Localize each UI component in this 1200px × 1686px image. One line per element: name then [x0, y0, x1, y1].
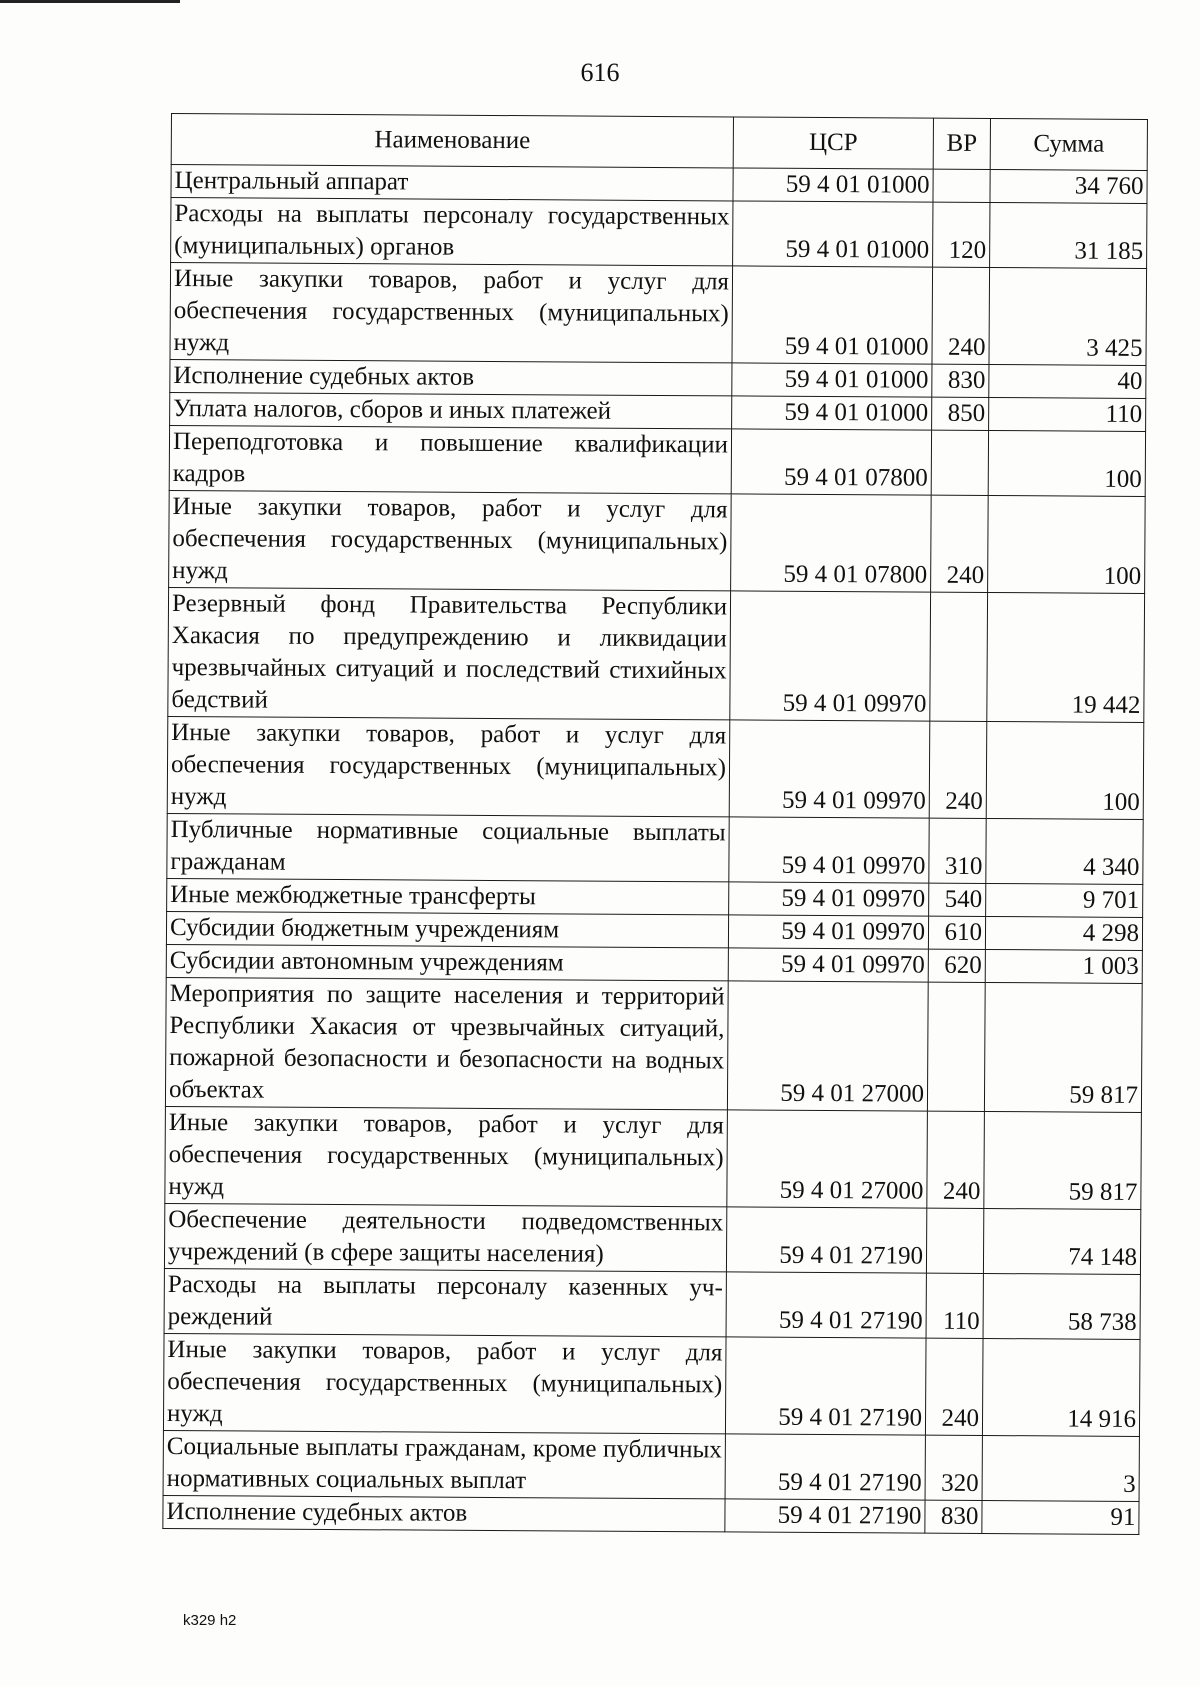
row-sum: 100 [988, 495, 1146, 593]
row-vr: 830 [932, 364, 989, 397]
row-csr: 59 4 01 01000 [733, 168, 933, 202]
row-sum: 14 916 [982, 1338, 1140, 1436]
row-name: Иные закупки товаров, работ и услуг для обеспечения государственных (муниципальных) нужд [163, 1333, 726, 1433]
row-name: Резервный фонд Правительства Республики Хакасия по предупреждению и ликвидации чрезвычайных ситуаций и последствий стихийных бедствий [168, 587, 731, 719]
table-row [163, 1495, 1139, 1534]
row-sum: 3 425 [989, 268, 1147, 366]
row-vr [930, 592, 988, 721]
row-csr: 59 4 01 01000 [733, 201, 933, 267]
row-sum: 3 [982, 1435, 1139, 1501]
row-name: Публичные нормативные социальные выплаты гражданам [167, 813, 729, 881]
row-name: Центральный аппарат [171, 165, 733, 201]
row-vr: 610 [928, 916, 985, 949]
row-vr: 240 [927, 1111, 985, 1208]
row-sum: 4 340 [986, 818, 1143, 884]
row-vr: 320 [925, 1435, 982, 1500]
row-sum: 58 738 [983, 1273, 1140, 1339]
table-row [171, 198, 1147, 269]
row-name: Уплата налогов, сборов и иных платежей [170, 392, 732, 428]
table-row [164, 1268, 1140, 1339]
row-name: Расходы на выплаты персоналу казенных учреждений [164, 1268, 726, 1336]
header-sum: Сумма [990, 119, 1147, 171]
row-vr: 310 [929, 818, 986, 883]
row-name: Иные закупки товаров, работ и услуг для обеспечения государственных (муниципальных) нужд [169, 490, 732, 590]
row-sum: 4 298 [985, 916, 1142, 950]
row-csr: 59 4 01 27000 [727, 1110, 928, 1208]
row-sum: 100 [986, 721, 1144, 819]
row-csr: 59 4 01 27000 [727, 981, 928, 1111]
table-row [171, 165, 1147, 204]
row-name: Переподготовка и повышение квалификации кадров [169, 425, 731, 493]
budget-table [162, 113, 1148, 1535]
header-csr: ЦСР [733, 117, 933, 169]
row-sum: 1 003 [985, 949, 1142, 983]
row-vr [926, 1208, 983, 1273]
table-row [169, 425, 1145, 496]
row-vr: 240 [929, 721, 987, 818]
row-name: Обеспечение деятельности подведомственных учреждений (в сфере защиты населения) [164, 1203, 726, 1271]
row-sum: 31 185 [990, 203, 1147, 269]
row-sum: 40 [989, 365, 1146, 399]
row-vr: 540 [929, 883, 986, 916]
row-vr: 240 [925, 1338, 983, 1435]
row-name: Расходы на выплаты персоналу государственных (муниципальных) органов [171, 198, 733, 266]
row-sum: 9 701 [986, 883, 1143, 917]
row-name: Субсидии бюджетным учреждениям [166, 911, 728, 947]
row-vr: 830 [925, 1500, 982, 1533]
row-name: Иные закупки товаров, работ и услуг для обеспечения государственных (муниципальных) нужд [170, 263, 733, 363]
row-vr: 240 [932, 267, 990, 364]
row-name: Мероприятия по защите населения и территорий Республики Хакасия от чрезвычайных ситуаций, пожарной безопасности и безопасности на водных объектах [165, 977, 728, 1109]
row-name: Иные закупки товаров, работ и услуг для обеспечения государственных (муниципальных) нужд [165, 1106, 728, 1206]
row-vr [931, 430, 988, 495]
row-sum: 34 760 [990, 170, 1147, 204]
table-row [163, 1430, 1139, 1501]
table-row [169, 490, 1146, 593]
row-sum: 100 [988, 431, 1145, 497]
row-name: Социальные выплаты гражданам, кроме публичных нормативных социальных выплат [163, 1430, 725, 1498]
table-row [165, 1106, 1142, 1209]
header-vr: ВР [933, 118, 990, 169]
table-row [167, 878, 1143, 917]
row-csr: 59 4 01 01000 [732, 266, 933, 364]
table-row [166, 911, 1142, 950]
row-sum: 74 148 [983, 1208, 1140, 1274]
table-row [167, 813, 1143, 884]
table-row [166, 944, 1142, 983]
row-vr [933, 169, 990, 202]
table-row [170, 359, 1146, 398]
row-vr: 620 [928, 949, 985, 982]
table-row [164, 1203, 1140, 1274]
table-row [170, 263, 1147, 366]
row-csr: 59 4 01 09970 [728, 948, 928, 982]
row-sum: 19 442 [987, 592, 1145, 722]
table-row [165, 977, 1142, 1112]
footer-code: k329 h2 [183, 1612, 237, 1629]
table-row [167, 716, 1144, 819]
row-name: Исполнение судебных актов [170, 359, 732, 395]
row-vr: 120 [933, 202, 990, 267]
scan-edge-line [0, 0, 180, 3]
row-csr: 59 4 01 01000 [732, 363, 932, 397]
row-csr: 59 4 01 27190 [725, 1434, 925, 1500]
table-header-row [171, 114, 1147, 171]
row-sum: 59 817 [984, 1111, 1142, 1209]
row-csr: 59 4 01 27190 [726, 1272, 926, 1338]
header-name: Наименование [171, 114, 733, 168]
row-sum: 110 [989, 398, 1146, 432]
row-sum: 91 [982, 1500, 1139, 1534]
row-name: Исполнение судебных актов [163, 1495, 725, 1531]
row-csr: 59 4 01 09970 [729, 882, 929, 916]
row-name: Иные закупки товаров, работ и услуг для обеспечения государственных (муниципальных) нужд [167, 716, 730, 816]
row-csr: 59 4 01 01000 [732, 396, 932, 430]
row-vr: 110 [926, 1273, 983, 1338]
row-csr: 59 4 01 07800 [731, 494, 932, 592]
row-sum: 59 817 [984, 982, 1142, 1112]
row-vr: 240 [931, 495, 989, 592]
row-csr: 59 4 01 09970 [728, 915, 928, 949]
row-csr: 59 4 01 09970 [729, 720, 930, 818]
row-csr: 59 4 01 09970 [729, 817, 929, 883]
row-csr: 59 4 01 27190 [726, 1207, 926, 1273]
row-csr: 59 4 01 09970 [730, 591, 931, 721]
row-vr: 850 [932, 397, 989, 430]
row-csr: 59 4 01 27190 [725, 1499, 925, 1533]
table-row [170, 392, 1146, 431]
row-csr: 59 4 01 27190 [725, 1337, 926, 1435]
row-name: Субсидии автономным учреждениям [166, 944, 728, 980]
table-row [168, 587, 1145, 722]
row-csr: 59 4 01 07800 [731, 429, 931, 495]
row-vr [927, 982, 985, 1111]
table-body [163, 165, 1147, 1535]
row-name: Иные межбюджетные трансферты [167, 878, 729, 914]
table-row [163, 1333, 1140, 1436]
page-number: 616 [580, 58, 620, 87]
